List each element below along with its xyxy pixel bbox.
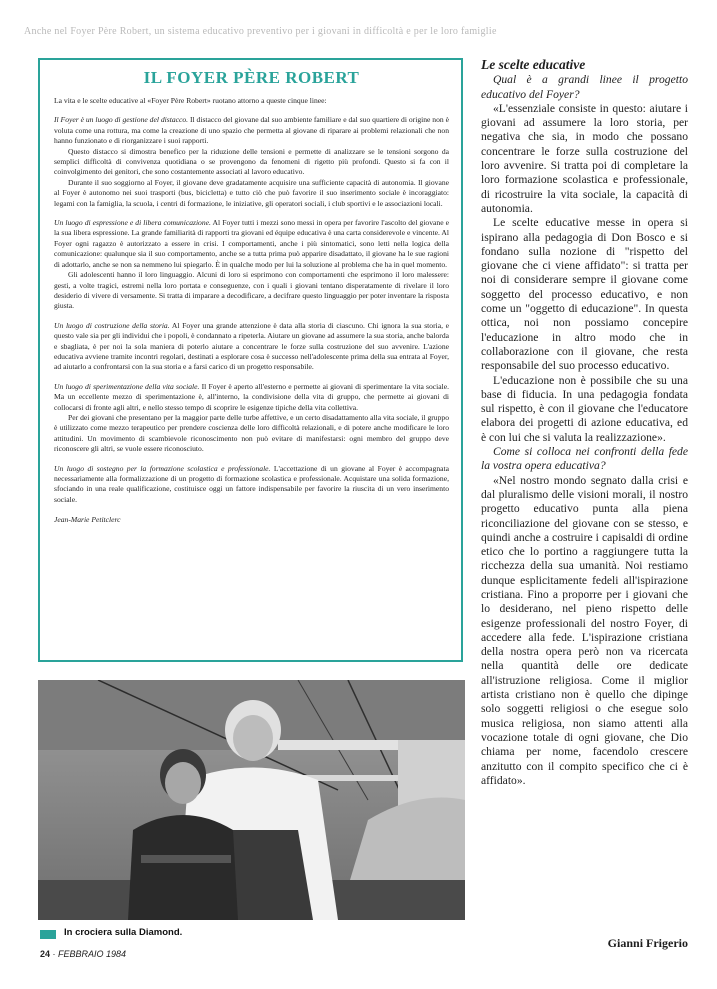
section-3-lead: Un luogo di costruzione della storia.: [54, 320, 170, 330]
photo-caption: In crociera sulla Diamond.: [64, 927, 183, 938]
box-intro: La vita e le scelte educative al «Foyer Père Robert» ruotano attorno a queste cinque linee:: [54, 96, 327, 105]
section-4: [54, 382, 449, 413]
answer-1-p1: «L'essenziale consiste in questo: aiutare i giovani ad assumere la loro storia, per negativa che sia, in modo che possano concentrare le forze sulla costruzione del loro avvenire. Si tratta poi di completare la loro formazione scolastica e professionale, di ricostruire la vita sociale, la capacità di autonomia.: [481, 101, 688, 215]
section-4-p2: Per dei giovani che presentano per la maggior parte delle turbe affettive, e un certo disadattamento alla vita sociale, il gruppo è utilizzato come mezzo terapeutico per prendere coscienza delle loro difficoltà relazionali, e di potere anche modificare le loro attitudini. Un movimento di scambievole riconoscimento non può evitare di manifestarsi: ogni membro del gruppo deve riconoscere gli altri, se vuole essere riconosciuto.: [54, 412, 449, 454]
section-5: [54, 464, 449, 506]
box-title: IL FOYER PÈRE ROBERT: [143, 68, 360, 87]
section-1-text: Il distacco del giovane dal suo ambiente familiare e dal suo quartiere di origine non è voluta come una rottura, ma come la creazione di uno spazio che permetta al giovane di riparare ai problemi relazionali che non hanno funzionato e di riorganizzare i suoi rapporti.: [54, 115, 449, 146]
section-1-p2: Questo distacco si dimostra benefico per la riduzione delle tensioni e permette di analizzare se le tensioni sorgono da semplici difficoltà di convivenza quotidiana o se provengono da fenomeni di rigetto più profondi. Questo si fa con il coinvolgimento dei genitori, che sono costantemente associati al lavoro educativo.: [54, 146, 449, 177]
caption-marker: [40, 930, 56, 939]
section-4-lead: Un luogo di sperimentazione della vita sociale.: [54, 381, 200, 391]
section-2-text: Al Foyer tutti i mezzi sono messi in opera per favorire l'ascolto del giovane e la sua libera espressione. La grande familiarità di rapporti tra giovani ed équipe educativa è una carta considerevole e vincente. Al Foyer ogni ragazzo è autorizzato a essere in crisi. I comportamenti, anche i più sintomatici, sono letti nella logica della comunicazione: qualunque sia il suo comportamento, anche se a tutta prima può apparire disadattato, il giovane ha le sue ragioni di adottarlo, anche se non sa nemmeno lui spiegarlo. È in qualche modo per lui la soluzione al problema che ha in quel momento.: [54, 218, 449, 269]
box-signature: Jean-Marie Petitclerc: [54, 515, 121, 525]
section-1-p3: Durante il suo soggiorno al Foyer, il giovane deve gradatamente acquisire una sufficiente capacità di autonomia. Il giovane al Foyer è autonomo nei suoi trasporti (bus, bicicletta) e tutto ciò che può favorire il suo inserimento sociale è incoraggiato: legami con la famiglia, la scuola, i centri di formazione, le iniziative, gli operatori sociali, i club sportivi e le associazioni locali.: [54, 177, 449, 208]
question-2: Come si colloca nei confronti della fede la vostra opera educativa?: [481, 445, 688, 473]
answer-1-p3: L'educazione non è possibile che su una base di fiducia. In una pedagogia fondata sul rispetto, è con il giovane che l'educatore elabora dei progetti di azione educativa, ed è con lui che si valuta la realizzazione».: [481, 373, 688, 444]
answer-2: «Nel nostro mondo segnato dalla crisi e dal pluralismo delle visioni morali, il nostro progetto educativo punta alla piena riconciliazione del giovane con se stesso, e quindi anche a costruire i capisaldi di ordine etico che lo portino a raggiungere tutta la ricchezza della sua umanità. Noi restiamo dunque esplicitamente fedeli all'ispirazione cristiana. Fino a proporre per i giovani che lo desiderano, nel pieno rispetto delle esigenze professionali del nostro Foyer, di accedere alla fede. L'ispirazione cristiana della nostra opera però non va ricercata nella quantità delle ore dedicate all'istruzione religiosa. Come il miglior artista cristiano non è quello che dipinge solo soggetti religiosi o che esegue solo musica religiosa, non siamo attenti alla vocazione totale di ogni giovane, che Dio chiama per nome, facendolo crescere anzitutto con il compito specifico che ci è affidato».: [481, 473, 688, 787]
author-name: Gianni Frigerio: [607, 936, 688, 950]
section-3-text: Al Foyer una grande attenzione è data alla storia di ciascuno. Chi ignora la sua storia, e questo vale sia per gli individui che i popoli, è condannato a ripeterla. Aiutare un giovane ad assumere la sua storia, anche balorda e sbagliata, è per noi la sola maniera di poterlo aiutare a concentrare le forze sulla costruzione del suo avvenire. L'azione educativa avviene tramite incontri regolari, destinati a esplorare cosa è successo nell'adolescente prima della sua entrata al Foyer, ad aiutarlo a confrontarsi con la sua storia e a farsi carico di un progetto responsabile.: [54, 320, 450, 372]
sailing-photo: [38, 680, 465, 920]
section-1: [54, 115, 449, 146]
header-strip: Anche nel Foyer Père Robert, un sistema educativo preventivo per i giovani in difficoltà e per le loro famiglie: [24, 26, 497, 37]
section-1-lead: Il Foyer è un luogo di gestione del distacco.: [54, 115, 189, 125]
sailing-photo-image: [38, 680, 465, 920]
interview-column: [481, 57, 688, 950]
page-footer: 24 · FEBBRAIO 1984: [40, 949, 127, 959]
question-1: Qual è a grandi linee il progetto educativo del Foyer?: [481, 73, 688, 101]
issue-date: FEBBRAIO 1984: [58, 949, 127, 959]
column-heading: Le scelte educative: [481, 57, 586, 72]
section-5-lead: Un luogo di sostegno per la formazione scolastica e professionale.: [54, 463, 271, 473]
answer-1-p2: Le scelte educative messe in opera si ispirano alla pedagogia di Don Bosco e si fondano sulla nozione di "rispetto del giovane che ci viene affidato": si tratta per noi di considerare sempre il giovane come soggetto del processo educativo, e non come un "oggetto di educazione". In questa ottica, noi non possiamo concepire l'educazione in altro modo che in collaborazione con il giovane, che resta responsabile del suo processo educativo.: [481, 216, 688, 373]
section-2: [54, 218, 449, 270]
sidebar-article-box: [38, 58, 463, 662]
section-2-p2: Gli adolescenti hanno il loro linguaggio. Alcuni di loro si esprimono con comportamenti che esprimono il loro malessere: gesti, a volte tragici, estremi nella loro portata e conseguenze, con i quali i giovani tentano disperatamente di rivelare il loro desiderio di vivere di versamente. Si tratta di imparare a decodificare, a decifrare questo linguaggio per poter inventare la risposta giusta.: [54, 270, 449, 311]
section-3: [54, 321, 449, 373]
section-4-text: Il Foyer è aperto all'esterno e permette ai giovani di sperimentare la vita sociale. Ma un eccellente mezzo di sperimentazione è, all'interno, la condivisione della vita di gruppo, che permette ai giovani di collocarsi di fronte agli altri, e nello stesso tempo di scoprire le esigenze tipiche della vita collettiva.: [54, 381, 449, 412]
section-5-text: L'accettazione di un giovane al Foyer è accompagnata necessariamente alla formalizzazione di un progetto di formazione scolastica e professionale. Acquistare una solida formazione, sfociando in una reale qualificazione, costituisce oggi un fattore indispensabile per favorire la riuscita di un vero inserimento sociale.: [54, 463, 449, 504]
section-2-lead: Un luogo di espressione e di libera comunicazione.: [54, 218, 211, 228]
page-number: 24: [40, 949, 51, 959]
